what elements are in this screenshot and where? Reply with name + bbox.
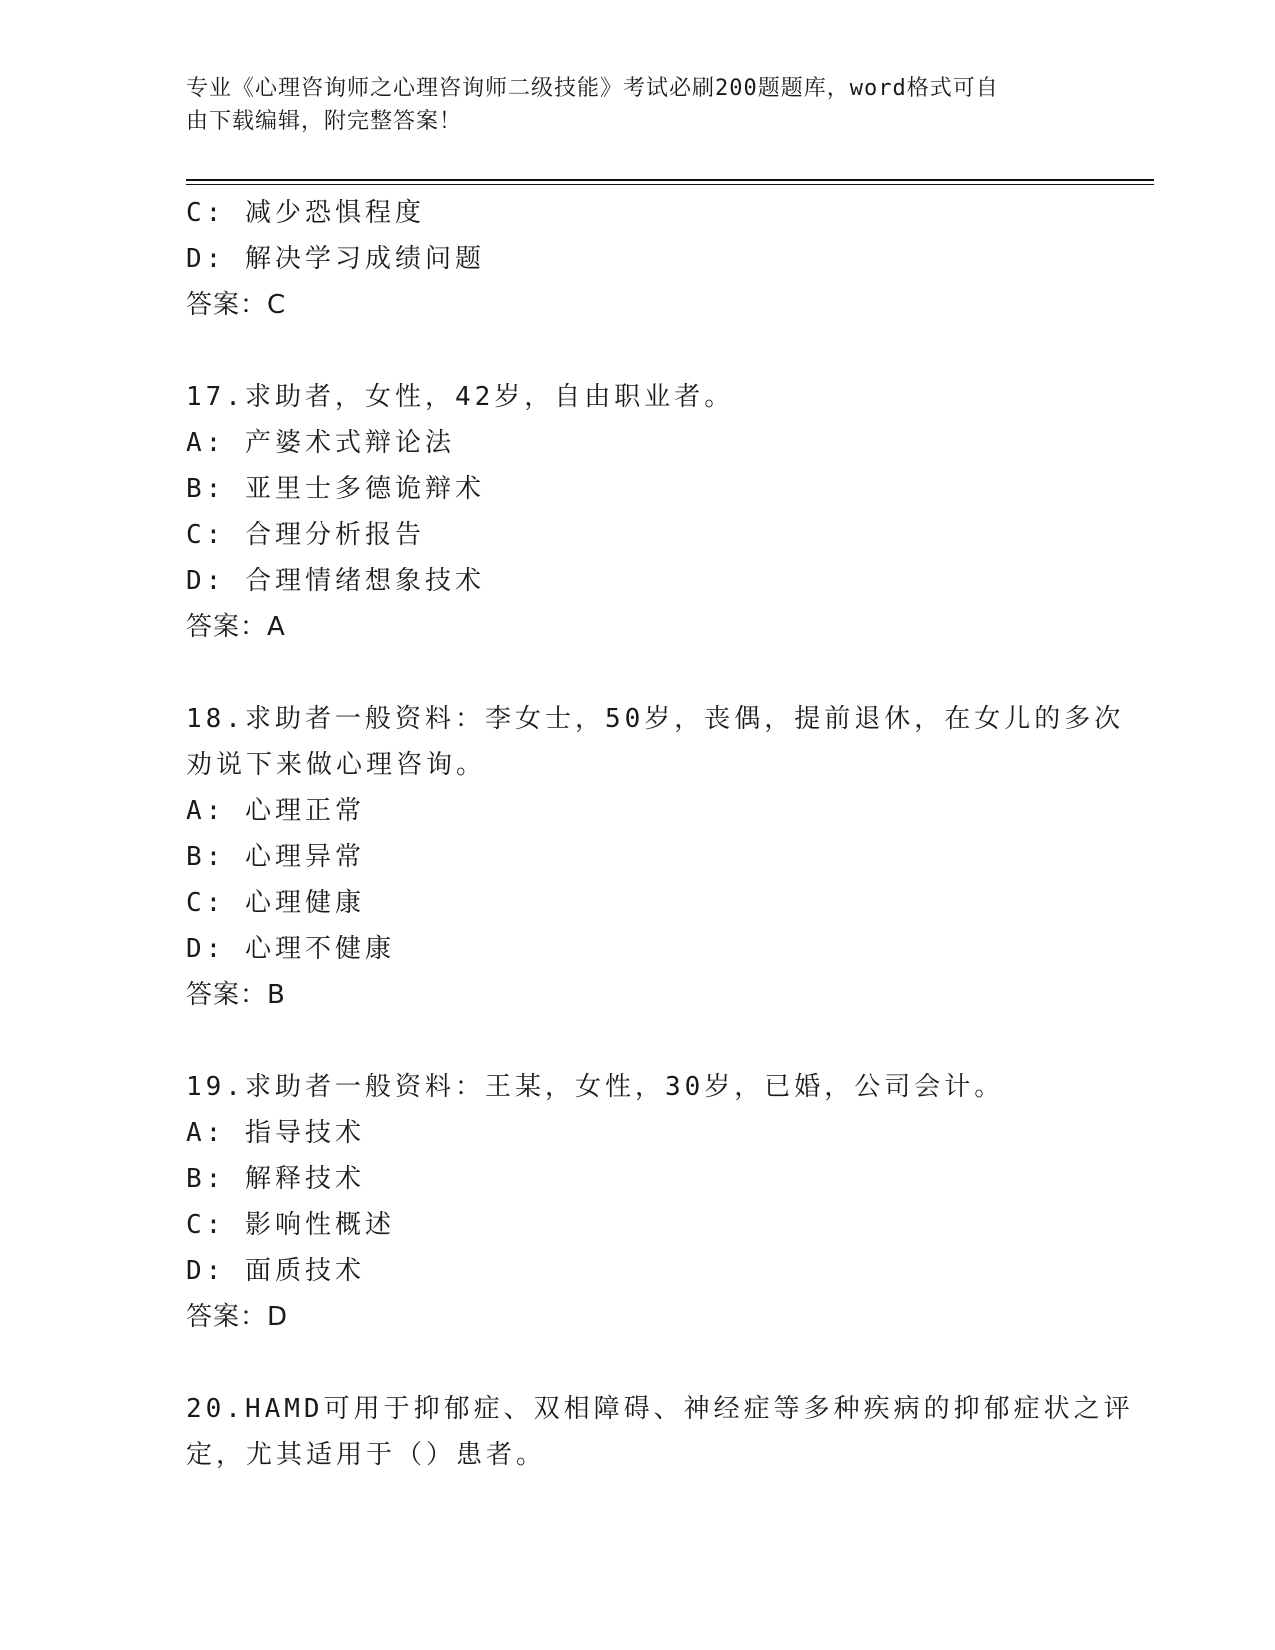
- spacer: [186, 1018, 1086, 1064]
- answer-line: 答案：B: [186, 980, 286, 1010]
- option-c: C: 影响性概述: [186, 1210, 395, 1240]
- question-stem: 17.求助者，女性，42岁，自由职业者。: [186, 382, 735, 412]
- header-divider-thin: [186, 184, 1154, 185]
- spacer: [186, 1340, 1086, 1386]
- header-line-1: 专业《心理咨询师之心理咨询师二级技能》考试必刷200题题库，word格式可自: [186, 76, 999, 101]
- question-stem-line-2: 劝说下来做心理咨询。: [186, 750, 487, 780]
- option-c: C: 心理健康: [186, 888, 365, 918]
- answer-line: 答案：A: [186, 612, 286, 642]
- spacer: [186, 328, 1086, 374]
- option-c: C: 减少恐惧程度: [186, 198, 425, 228]
- option-d: D: 面质技术: [186, 1256, 365, 1286]
- question-list: [186, 190, 1134, 1478]
- question-19: [186, 1064, 1086, 1340]
- question-17: [186, 374, 1086, 650]
- question-stem-line-2: 定，尤其适用于（）患者。: [186, 1440, 547, 1470]
- question-20: [186, 1386, 1134, 1478]
- option-d: D: 心理不健康: [186, 934, 395, 964]
- option-d: D: 合理情绪想象技术: [186, 566, 485, 596]
- header-divider-thick: [186, 179, 1154, 181]
- option-a: A: 指导技术: [186, 1118, 365, 1148]
- question-stem-line-1: 20.HAMD可用于抑郁症、双相障碍、神经症等多种疾病的抑郁症状之评: [186, 1394, 1134, 1424]
- question-16-tail: [186, 190, 1086, 328]
- spacer: [186, 650, 1086, 696]
- option-b: B: 解释技术: [186, 1164, 365, 1194]
- option-b: B: 心理异常: [186, 842, 365, 872]
- answer-line: 答案：C: [186, 290, 287, 320]
- answer-line: 答案：D: [186, 1302, 289, 1332]
- question-18: [186, 696, 1125, 1018]
- page-header: [186, 72, 1086, 138]
- question-stem-line-1: 18.求助者一般资料：李女士，50岁，丧偶，提前退休，在女儿的多次: [186, 704, 1125, 734]
- option-b: B: 亚里士多德诡辩术: [186, 474, 485, 504]
- question-stem: 19.求助者一般资料：王某，女性，30岁，已婚，公司会计。: [186, 1072, 1005, 1102]
- option-d: D: 解决学习成绩问题: [186, 244, 485, 274]
- option-a: A: 心理正常: [186, 796, 365, 826]
- option-c: C: 合理分析报告: [186, 520, 425, 550]
- option-a: A: 产婆术式辩论法: [186, 428, 455, 458]
- header-line-2: 由下载编辑，附完整答案！: [186, 109, 463, 134]
